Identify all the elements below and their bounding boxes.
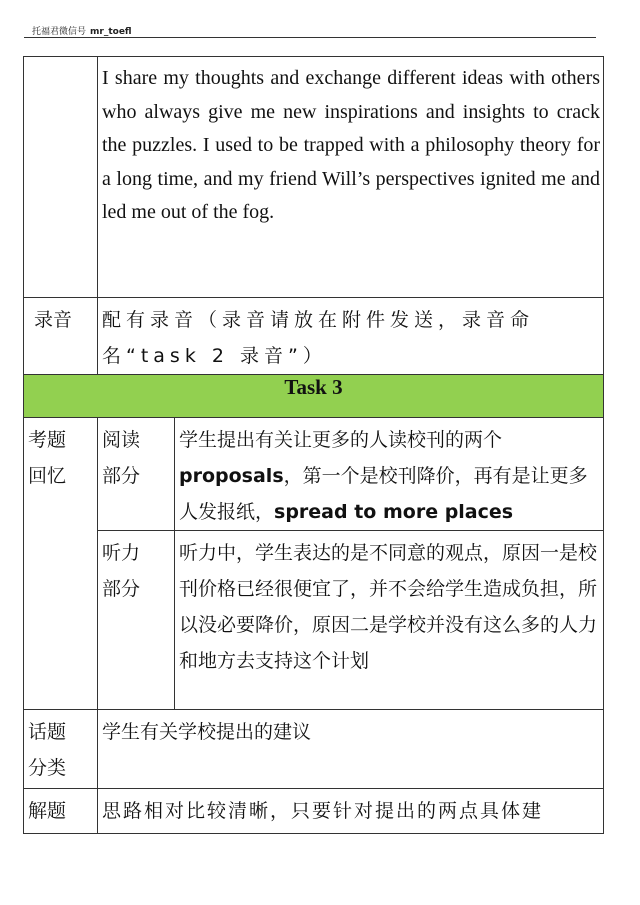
solution-label-cell (24, 789, 98, 834)
recording-cell (98, 298, 604, 375)
recall-label-cell (24, 418, 98, 710)
reading-text-c: ，第一个是校刊降价，再有是让更多人发报纸， (179, 465, 588, 523)
recording-label: 录音 (34, 309, 73, 331)
task-title: Task 3 (24, 375, 604, 418)
listening-label-line1: 听力 (102, 542, 141, 564)
solution-cell (98, 789, 604, 834)
listening-label (98, 531, 174, 607)
listening-text: 听力中，学生表达的是不同意的观点，原因一是校刊价格已经很便宜了，并不会给学生造成负担，所以没必要降价，原因二是学校并没有这么多的人力和地方去支持这个计划 (179, 542, 598, 672)
solution-row (24, 789, 604, 834)
header-account-id: mr_toefl (90, 27, 132, 37)
reading-label-cell (98, 418, 175, 531)
solution-label-line1: 解题 (28, 800, 67, 822)
recall-label (24, 418, 97, 494)
topic-text: 学生有关学校提出的建议 (102, 721, 312, 743)
listening-row (24, 531, 604, 710)
recall-label-line2: 回忆 (28, 465, 67, 487)
page-header (24, 0, 596, 38)
topic-cell (98, 710, 604, 789)
listening-cell (175, 531, 604, 710)
answer-row (24, 57, 604, 298)
topic-label-cell (24, 710, 98, 789)
answer-text: I share my thoughts and exchange different ideas with others who always give me new inspirations and insights to crack the puzzles. I used to be trapped with a philosophy theory for a long time, and my friend Will’s perspectives ignited me and led me out of the fog. (102, 67, 601, 223)
solution-label (24, 789, 97, 829)
reading-label (98, 418, 174, 494)
task-header-row (24, 375, 604, 418)
topic-label-line1: 话题 (28, 721, 67, 743)
topic-label (24, 710, 97, 786)
recording-label-cell (24, 298, 98, 375)
recording-row (24, 298, 604, 375)
solution-text: 思路相对比较清晰，只要针对提出的两点具体建 (102, 800, 544, 822)
reading-cell (175, 418, 604, 531)
recall-label-line1: 考题 (28, 429, 67, 451)
reading-label-line1: 阅读 (102, 429, 141, 451)
reading-label-line2: 部分 (102, 465, 141, 487)
header-account (32, 24, 132, 37)
content-table (23, 56, 604, 834)
reading-text-d: spread to more places (274, 501, 514, 523)
reading-row (24, 418, 604, 531)
reading-text-b: proposals (179, 465, 284, 487)
listening-label-cell (98, 531, 175, 710)
header-account-label: 托福君微信号 (32, 27, 87, 37)
listening-label-line2: 部分 (102, 578, 141, 600)
reading-text-a: 学生提出有关让更多的人读校刊的两个 (179, 429, 503, 451)
topic-row (24, 710, 604, 789)
answer-label-cell (24, 57, 98, 298)
topic-label-line2: 分类 (28, 757, 67, 779)
answer-cell (98, 57, 604, 298)
reading-text (175, 418, 603, 530)
recording-text: 配有录音（录音请放在附件发送，录音命名“task 2 录音”） (102, 309, 535, 367)
